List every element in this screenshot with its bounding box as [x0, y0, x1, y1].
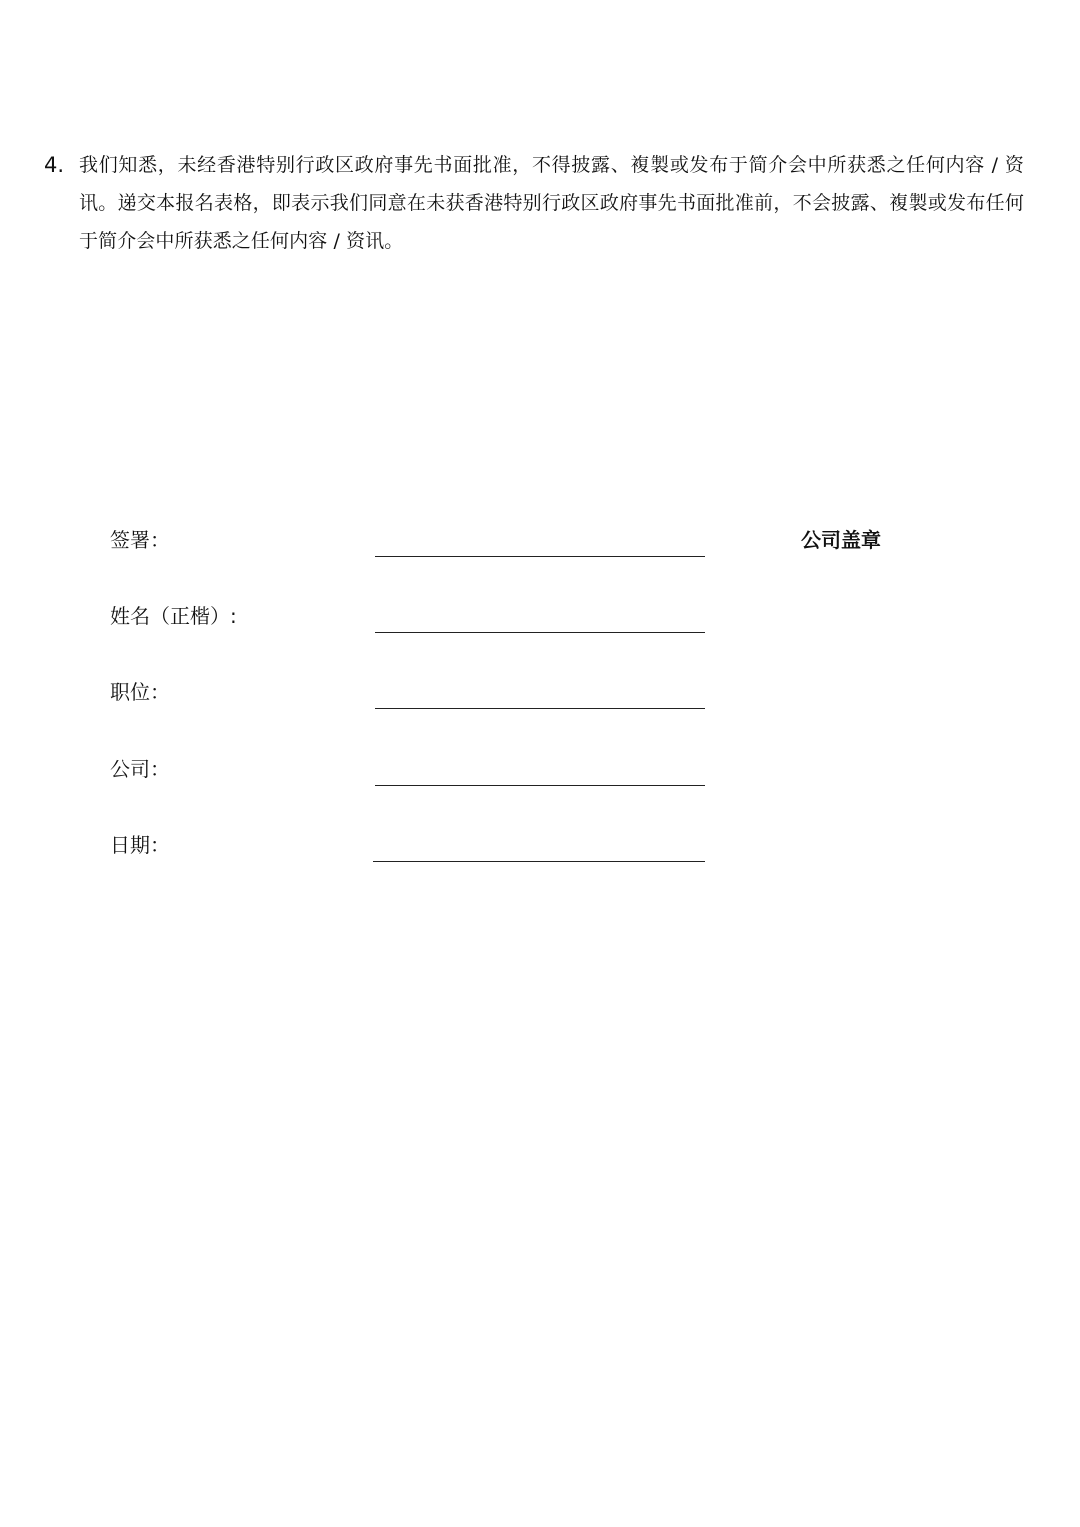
name-label: 姓名（正楷）: [110, 604, 237, 628]
company-stamp-label: 公司盖章 [801, 528, 881, 552]
confidentiality-clause [44, 146, 1024, 260]
date-field-row [110, 831, 730, 873]
company-input-line[interactable] [375, 785, 705, 786]
position-label: 职位： [110, 680, 170, 704]
company-label: 公司： [110, 757, 170, 781]
clause-text: 我们知悉，未经香港特别行政区政府事先书面批准，不得披露、複製或发布于简介会中所获悉之任何内容 / 资讯。递交本报名表格，即表示我们同意在未获香港特别行政区政府事先书面批准前，不会披露、複製或发布任何于简介会中所获悉之任何内容 / 资讯。 [79, 154, 1024, 252]
name-field-row [110, 602, 730, 644]
signature-input-line[interactable] [375, 556, 705, 557]
position-field-row [110, 678, 730, 720]
name-input-line[interactable] [375, 632, 705, 633]
clause-number: 4. [44, 153, 65, 177]
company-field-row [110, 755, 730, 797]
date-label: 日期： [110, 833, 170, 857]
position-input-line[interactable] [375, 708, 705, 709]
signature-label: 签署： [110, 528, 170, 552]
signature-field-row [110, 526, 730, 568]
date-input-line[interactable] [373, 861, 705, 862]
